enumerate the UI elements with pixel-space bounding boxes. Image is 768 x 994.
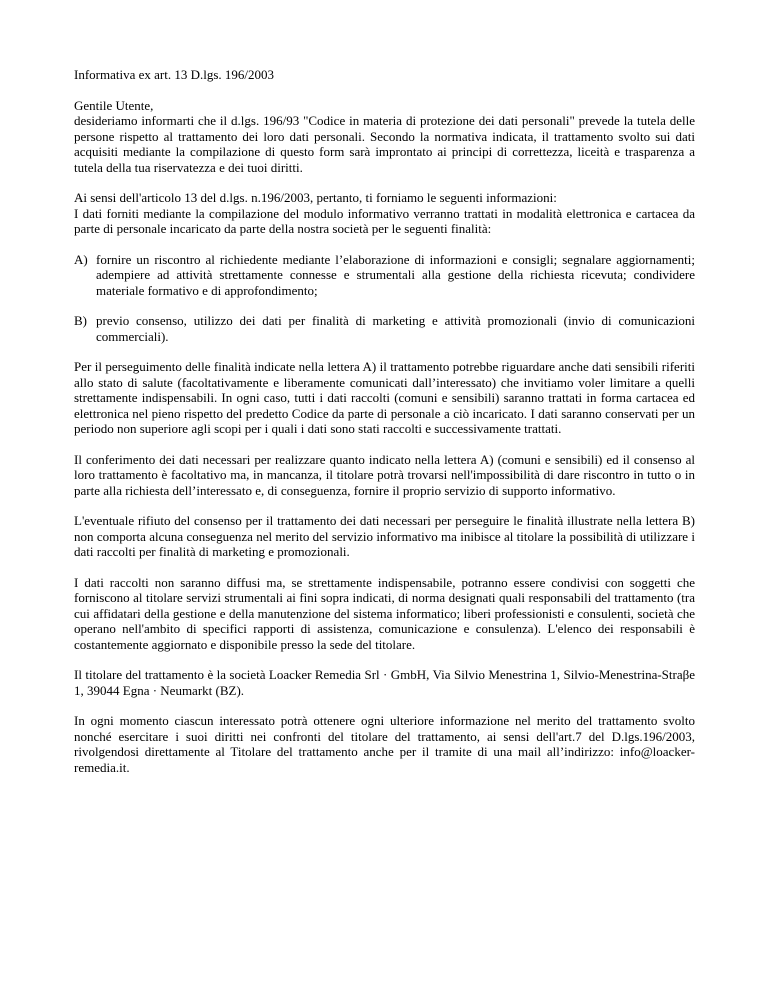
rights-paragraph: In ogni momento ciascun interessato potrà ottenere ogni ulteriore informazione nel merito del trattamento svolto nonché esercitare i suoi diritti nei confronti del titolare del trattamento, ai sensi dell'art.7 del D.lgs.196/2003, rivolgendosi direttamente al Titolare del trattamento anche per il tramite di una mail all’indirizzo: info@loacker-remedia.it.: [74, 713, 695, 775]
art13-line-2: I dati forniti mediante la compilazione del modulo informativo verranno trattati in modalità elettronica e cartacea da parte di personale incaricato da parte della nostra società per le seguenti finalità:: [74, 205, 695, 236]
controller-paragraph: Il titolare del trattamento è la società Loacker Remedia Srl · GmbH, Via Silvio Menestrina 1, Silvio-Menestrina-Straβe 1, 39044 Egna · Neumarkt (BZ).: [74, 667, 695, 698]
intro-paragraph: [74, 98, 695, 176]
list-item-a: [74, 252, 695, 299]
refusal-paragraph: L'eventuale rifiuto del consenso per il trattamento dei dati necessari per perseguire le finalità illustrate nella lettera B) non comporta alcuna conseguenza nel merito del servizio informativo ma inibisce al titolare la possibilità di utilizzare i dati raccolti per finalità di marketing e promozionali.: [74, 513, 695, 559]
list-marker-a: A): [74, 251, 88, 267]
list-text-b: previo consenso, utilizzo dei dati per finalità di marketing e attività promozionali (invio di comunicazioni commerciali).: [96, 313, 695, 344]
list-text-a: fornire un riscontro al richiedente mediante l’elaborazione di informazioni e consigli; segnalare aggiornamenti; adempiere ad attività strettamente connesse e strumentali alla gestione della richiesta ricevuta; condividere materiale formativo e di approfondimento;: [96, 251, 695, 298]
data-sharing-paragraph: I dati raccolti non saranno diffusi ma, se strettamente indispensabile, potranno essere condivisi con soggetti che forniscono al titolare servizi strumentali ai fini sopra indicati, di norma designati quali responsabili del trattamento (tra cui affidatari della gestione e della manutenzione del sistema informatico; liberi professionisti e consulenti, società che operano nell'ambito di specifici rapporti di assistenza, comunicazione e consulenza). L'elenco dei responsabili è costantemente aggiornato e disponibile presso la sede del titolare.: [74, 574, 695, 652]
intro-text: desideriamo informarti che il d.lgs. 196/93 "Codice in materia di protezione dei dati personali" prevede la tutela delle persone rispetto al trattamento dei loro dati personali. Secondo la normativa indicata, il trattamento svolto sui dati acquisiti mediante la compilazione di questo form sarà improntato ai principi di correttezza, liceità e trasparenza a tutela della tua riservatezza e dei tuoi diritti.: [74, 113, 695, 175]
list-marker-b: B): [74, 313, 87, 328]
greeting-text: Gentile Utente,: [74, 97, 154, 113]
consent-paragraph: Il conferimento dei dati necessari per realizzare quanto indicato nella lettera A) (comuni e sensibili) ed il consenso al loro trattamento è facoltativo ma, in mancanza, il titolare potrà trovarsi nell'impossibilità di dare riscontro in tutto o in parte alla richiesta dell’interessato e, di conseguenza, fornire il proprio servizio di supporto informativo.: [74, 451, 695, 498]
art13-paragraph: [74, 190, 695, 237]
art13-line-1: Ai sensi dell'articolo 13 del d.lgs. n.196/2003, pertanto, ti forniamo le seguenti informazioni:: [74, 190, 557, 205]
list-item-b: [74, 313, 695, 344]
document-title: Informativa ex art. 13 D.lgs. 196/2003: [74, 67, 275, 82]
sensitive-data-paragraph: Per il perseguimento delle finalità indicate nella lettera A) il trattamento potrebbe riguardare anche dati sensibili riferiti allo stato di salute (facoltativamente e liberamente comunicati dall’interessato) che invitiamo voler limitare a quelli strettamente indispensabili. In ogni caso, tutti i dati raccolti (comuni e sensibili) saranno trattati in forma cartacea ed elettronica nel pieno rispetto del predetto Codice da parte di personale a ciò incaricato. I dati saranno conservati per un periodo non superiore agli scopi per i quali i dati sono stati raccolti e successivamente trattati.: [74, 359, 695, 436]
